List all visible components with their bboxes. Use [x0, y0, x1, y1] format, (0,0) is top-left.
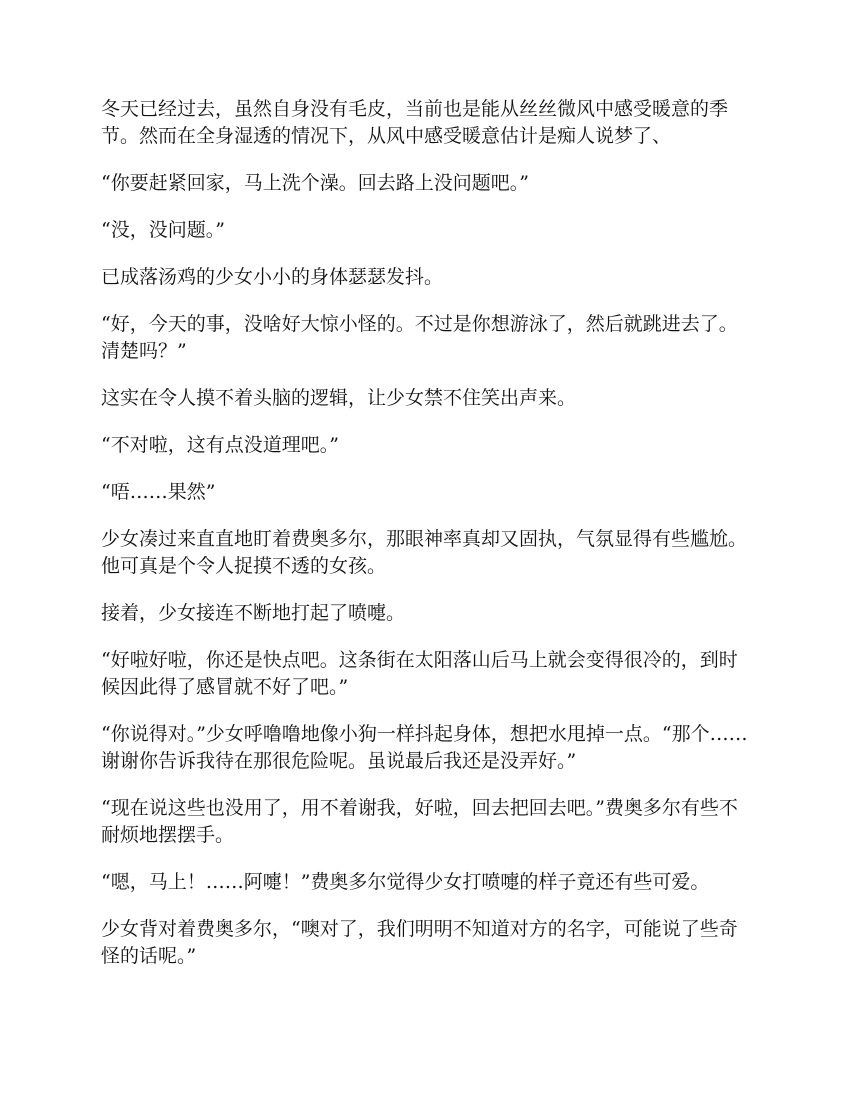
paragraph: “现在说这些也没用了，用不着谢我，好啦，回去把回去吧。”费奥多尔有些不耐烦地摆摆手。	[101, 797, 738, 846]
paragraph: 这实在令人摸不着头脑的逻辑，让少女禁不住笑出声来。	[101, 387, 577, 409]
paragraph: 少女背对着费奥多尔，“噢对了，我们明明不知道对方的名字，可能说了些奇怪的话呢。”	[101, 918, 738, 967]
paragraph: “不对啦，这有点没道理吧。”	[101, 434, 339, 456]
paragraph: 接着，少女接连不断地打起了喷嚏。	[101, 602, 406, 624]
paragraph: 冬天已经过去，虽然自身没有毛皮，当前也是能从丝丝微风中感受暖意的季节。然而在全身湿透的情况下，从风中感受暖意估计是痴人说梦了、	[101, 98, 729, 147]
paragraph: 已成落汤鸡的少女小小的身体瑟瑟发抖。	[101, 266, 444, 288]
document-page	[101, 96, 751, 990]
paragraph: “你要赶紧回家，马上洗个澡。回去路上没问题吧。”	[101, 172, 529, 194]
paragraph: “没，没问题。”	[101, 219, 225, 241]
paragraph: “唔……果然”	[101, 481, 216, 503]
paragraph: “你说得对。”少女呼噜噜地像小狗一样抖起身体，想把水甩掉一点。“那个……谢谢你告诉我待在那很危险呢。虽说最后我还是没弄好。”	[101, 723, 748, 772]
paragraph: “嗯，马上！……阿嚏！”费奥多尔觉得少女打喷嚏的样子竟还有些可爱。	[101, 871, 710, 893]
paragraph: “好啦好啦，你还是快点吧。这条街在太阳落山后马上就会变得很冷的，到时候因此得了感冒就不好了吧。”	[101, 649, 738, 698]
paragraph: 少女凑过来直直地盯着费奥多尔，那眼神率真却又固执，气氛显得有些尴尬。他可真是个令人捉摸不透的女孩。	[101, 528, 748, 577]
paragraph: “好，今天的事，没啥好大惊小怪的。不过是你想游泳了，然后就跳进去了。清楚吗？”	[101, 313, 738, 362]
